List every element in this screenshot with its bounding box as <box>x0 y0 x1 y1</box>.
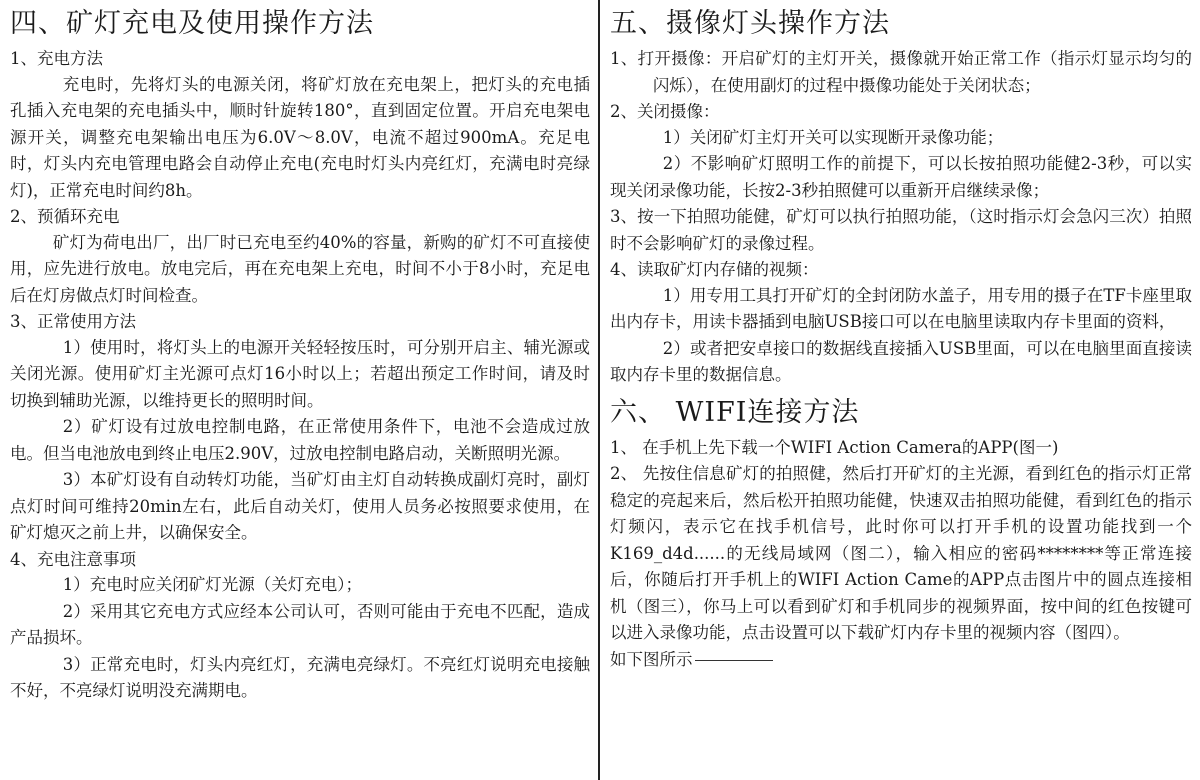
trailing-rule <box>695 660 773 661</box>
charging-notes-item-2: 2）采用其它充电方式应经本公司认可，否则可能由于充电不匹配，造成产品损坏。 <box>10 601 590 647</box>
read-video-item-1: 1）用专用工具打开矿灯的全封闭防水盖子，用专用的摄子在TF卡座里取出内存卡，用读卡器插到电脑USB接口可以在电脑里读取内存卡里面的资料， <box>610 285 1192 331</box>
stop-recording-item-1: 1）关闭矿灯主灯开关可以实现断开录像功能； <box>662 127 1004 147</box>
charging-notes-item-3: 3）正常充电时，灯头内亮红灯，充满电亮绿灯。不亮红灯说明充电接触不好，不亮绿灯说明没充满期电。 <box>10 654 590 700</box>
wifi-see-below-label: 如下图所示 <box>610 649 693 669</box>
normal-use-item-1: 1）使用时，将灯头上的电源开关轻轻按压时，可分别开启主、辅光源或关闭光源。使用矿灯主光源可点灯16小时以上；若超出预定工作时间，请及时切换到辅助光源，以维持更长的照明时间。 <box>10 337 590 410</box>
read-video-heading: 4、读取矿灯内存储的视频： <box>610 260 819 279</box>
charging-method-text: 充电时，先将灯头的电源关闭，将矿灯放在充电架上，把灯头的充电插孔插入充电架的充电插头中，顺时针旋转180°，直到固定位置。开启充电架电源开关，调整充电架输出电压为6.0V～8.0V，电流不超过900mA。充足电时，灯头内充电管理电路会自动停止充电(充电时灯头内亮红灯，充满电时亮绿灯)，正常充电时间约8h。 <box>10 74 590 200</box>
wifi-see-below <box>610 647 1192 674</box>
wifi-step-1: 1、 在手机上先下载一个WIFI Action Camera的APP(图一) <box>610 437 1059 457</box>
left-column <box>0 0 598 780</box>
charging-method-heading: 1、充电方法 <box>10 49 103 68</box>
charging-notes-item-1: 1）充电时应关闭矿灯光源（关灯充电）； <box>62 575 363 594</box>
stop-recording-item-2: 2）不影响矿灯照明工作的前提下，可以长按拍照功能健2-3秒，可以实现关闭录像功能，长按2-3秒拍照健可以重新开启继续录像； <box>610 154 1192 200</box>
normal-use-item-2: 2）矿灯设有过放电控制电路，在正常使用条件下，电池不会造成过放电。但当电池放电到终止电压2.90V，过放电控制电路启动，关断照明光源。 <box>10 417 590 463</box>
pre-cycle-charging-heading: 2、预循环充电 <box>10 207 120 226</box>
wifi-step-2: 2、 先按住信息矿灯的拍照健，然后打开矿灯的主光源，看到红色的指示灯正常稳定的亮起来后，然后松开拍照功能健，快速双击拍照功能健，看到红色的指示灯频闪，表示它在找手机信号，此时你可以打开手机的设置功能找到一个K169_d4d......的无线局域网（图二），输入相应的密码********等正常连接后，你随后打开手机上的WIFI Action Came的APP点击图片中的圆点连接相机（图三），你马上可以看到矿灯和手机同步的视频界面，按中间的红色按键可以进入录像功能，点击设置可以下载矿灯内存卡里的视频内容（图四）。 <box>610 464 1192 642</box>
normal-use-heading: 3、正常使用方法 <box>10 312 136 331</box>
normal-use-item-3: 3）本矿灯设有自动转灯功能，当矿灯由主灯自动转换成副灯亮时，副灯点灯时间可维持20min左右，此后自动关灯，使用人员务必按照要求使用，在矿灯熄灭之前上井，以确保安全。 <box>10 470 590 542</box>
take-photo-text: 3、按一下拍照功能健，矿灯可以执行拍照功能，（这时指示灯会急闪三次）拍照时不会影响矿灯的录像过程。 <box>610 207 1192 253</box>
read-video-item-2: 2）或者把安卓接口的数据线直接插入USB里面，可以在电脑里面直接读取内存卡里的数据信息。 <box>610 338 1192 384</box>
section-4-title: 四、矿灯充电及使用操作方法 <box>10 8 374 39</box>
pre-cycle-charging-text: 矿灯为荷电出厂，出厂时已充电至约40%的容量，新购的矿灯不可直接使用，应先进行放电。放电完后，再在充电架上充电，时间不小于8小时，充足电后在灯房做点灯时间检查。 <box>10 232 590 305</box>
section-5-title: 五、摄像灯头操作方法 <box>610 8 890 39</box>
stop-recording-heading: 2、关闭摄像： <box>610 102 720 121</box>
right-column <box>600 0 1200 780</box>
charging-notes-heading: 4、充电注意事项 <box>10 549 136 569</box>
start-recording-text: 1、打开摄像：开启矿灯的主灯开关，摄像就开始正常工作（指示灯显示均匀的闪烁），在使用副灯的过程中摄像功能处于关闭状态； <box>610 49 1192 95</box>
section-6-title: 六、 WIFI连接方法 <box>610 396 860 428</box>
